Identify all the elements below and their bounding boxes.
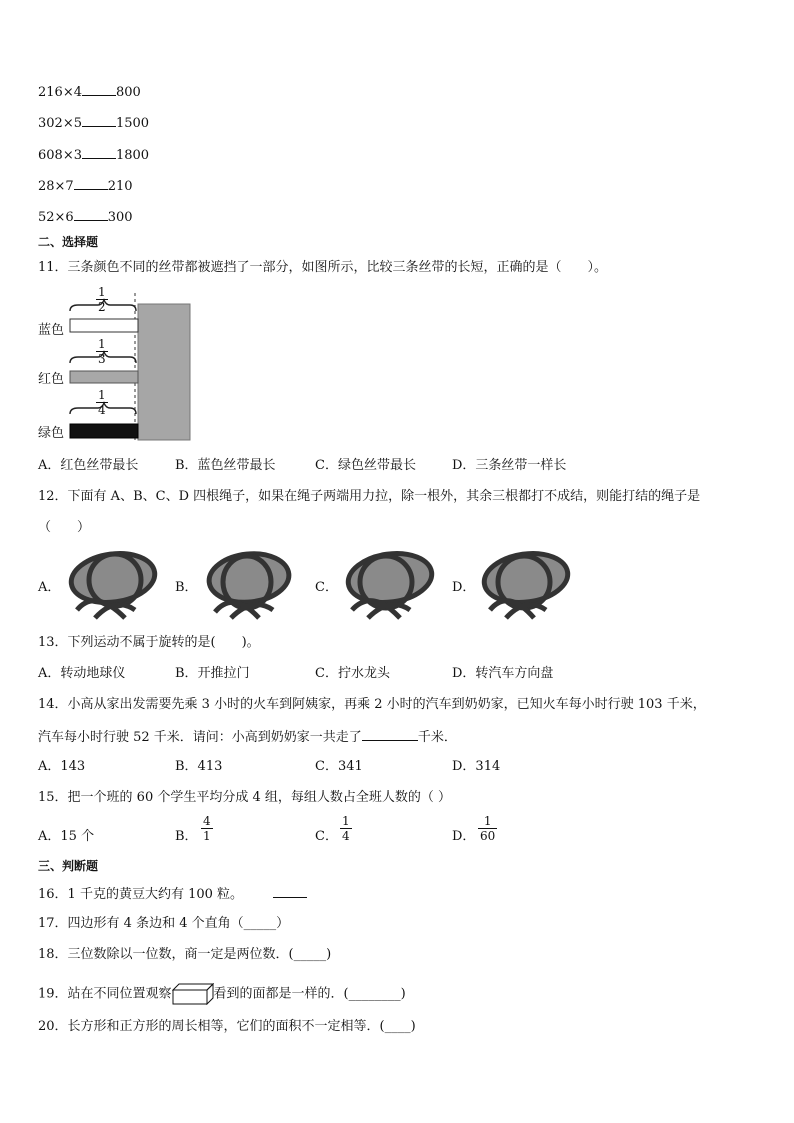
expression: 302×5: [38, 116, 82, 131]
ribbon-figure: [38, 287, 198, 445]
option-d[interactable]: D．: [452, 580, 476, 595]
ribbon-green: [70, 424, 138, 438]
question-19: 19．站在不同位置观察 看到的面都是一样的．(________): [38, 983, 406, 1005]
option-c[interactable]: C．绿色丝带最长: [315, 458, 416, 473]
question-16: 16．1 千克的黄豆大约有 100 粒。: [38, 884, 307, 904]
option-a[interactable]: A．红色丝带最长: [38, 458, 139, 473]
option-a[interactable]: A．: [38, 580, 61, 595]
question-14-line2: 汽车每小时行驶 52 千米．请问：小高到奶奶家一共走了 千米．: [38, 727, 457, 747]
option-b[interactable]: B．开推拉门: [175, 666, 250, 681]
ribbon-label-blue: 蓝色: [38, 323, 65, 338]
compare-item-3: [38, 145, 149, 165]
compare-item-2: [38, 113, 149, 133]
ribbon-blue: [70, 319, 138, 332]
option-b[interactable]: B．: [175, 829, 198, 844]
question-15-text: 15．把一个班的 60 个学生平均分成 4 组，每组人数占全班人数的（ ）: [38, 790, 452, 805]
expression: 608×3: [38, 148, 82, 163]
compare-item-5: [38, 207, 133, 227]
rope-knot-icon: [476, 548, 576, 624]
question-12-options: [38, 546, 758, 626]
answer-blank[interactable]: [362, 727, 418, 741]
compare-value: 300: [107, 210, 133, 225]
fraction-label-green: $\frac{1}{4}$: [98, 388, 106, 417]
option-b[interactable]: B．: [175, 580, 198, 595]
answer-blank[interactable]: [74, 176, 108, 190]
cover-wall: [138, 304, 190, 440]
fraction-c: $\frac{1}{4}$: [342, 814, 350, 843]
option-d[interactable]: D．: [452, 829, 476, 844]
compare-item-1: [38, 82, 141, 102]
question-13-text: 13．下列运动不属于旋转的是( )。: [38, 635, 260, 650]
box-shape-icon: [172, 983, 214, 1005]
option-b[interactable]: B．蓝色丝带最长: [175, 458, 276, 473]
fraction-label-blue: $\frac{1}{2}$: [98, 285, 106, 314]
answer-blank[interactable]: [82, 145, 116, 159]
section-title-choice: 二、选择题: [38, 235, 99, 249]
question-13-options: [38, 665, 758, 683]
rope-knot-icon: [340, 548, 440, 624]
question-14-options: [38, 758, 758, 776]
question-12-text: 12．下面有 A、B、C、D 四根绳子，如果在绳子两端用力拉，除一根外，其余三根都打不成结，则能打结的绳子是: [38, 489, 701, 504]
compare-value: 1500: [115, 116, 150, 131]
question-15-options: [38, 814, 758, 858]
option-d[interactable]: D．314: [452, 759, 501, 774]
question-18: 18．三位数除以一位数，商一定是两位数．(_____): [38, 947, 332, 962]
expression: 216×4: [38, 85, 82, 100]
option-c[interactable]: C．拧水龙头: [315, 666, 390, 681]
option-c[interactable]: C．: [315, 829, 338, 844]
option-d[interactable]: D．转汽车方向盘: [452, 666, 554, 681]
expression: 52×6: [38, 210, 74, 225]
answer-blank[interactable]: [74, 207, 108, 221]
expression: 28×7: [38, 179, 74, 194]
option-a[interactable]: A．15 个: [38, 829, 95, 844]
question-11-text: 11．三条颜色不同的丝带都被遮挡了一部分，如图所示，比较三条丝带的长短，正确的是（ ）。: [38, 260, 608, 275]
question-12-paren: （ ）: [38, 520, 91, 535]
ribbon-label-red: 红色: [38, 372, 65, 387]
option-b[interactable]: B．413: [175, 759, 223, 774]
question-14-line1: 14．小高从家出发需要先乘 3 小时的火车到阿姨家，再乘 2 小时的汽车到奶奶家，已知火车每小时行驶 103 千米，: [38, 697, 706, 712]
ribbon-red: [70, 371, 138, 383]
fraction-b: $\frac{4}{1}$: [203, 814, 211, 843]
section-title-judge: 三、判断题: [38, 859, 99, 873]
question-11-options: [38, 457, 758, 475]
option-a[interactable]: A．转动地球仪: [38, 666, 126, 681]
compare-value: 1800: [115, 148, 150, 163]
ribbon-label-green: 绿色: [38, 426, 65, 441]
fraction-d: $\frac{1}{60}$: [480, 814, 496, 843]
question-20: 20．长方形和正方形的周长相等，它们的面积不一定相等．(____): [38, 1019, 416, 1034]
option-c[interactable]: C．341: [315, 759, 363, 774]
compare-value: 800: [115, 85, 141, 100]
option-c[interactable]: C．: [315, 580, 338, 595]
compare-item-4: [38, 176, 133, 196]
compare-value: 210: [107, 179, 133, 194]
question-17: 17．四边形有 4 条边和 4 个直角（_____）: [38, 916, 290, 931]
answer-blank[interactable]: [273, 884, 307, 898]
answer-blank[interactable]: [82, 113, 116, 127]
fraction-label-red: $\frac{1}{3}$: [98, 337, 106, 366]
option-d[interactable]: D．三条丝带一样长: [452, 458, 567, 473]
rope-knot-icon: [201, 548, 301, 624]
option-a[interactable]: A．143: [38, 759, 86, 774]
rope-knot-icon: [65, 548, 165, 624]
answer-blank[interactable]: [82, 82, 116, 96]
